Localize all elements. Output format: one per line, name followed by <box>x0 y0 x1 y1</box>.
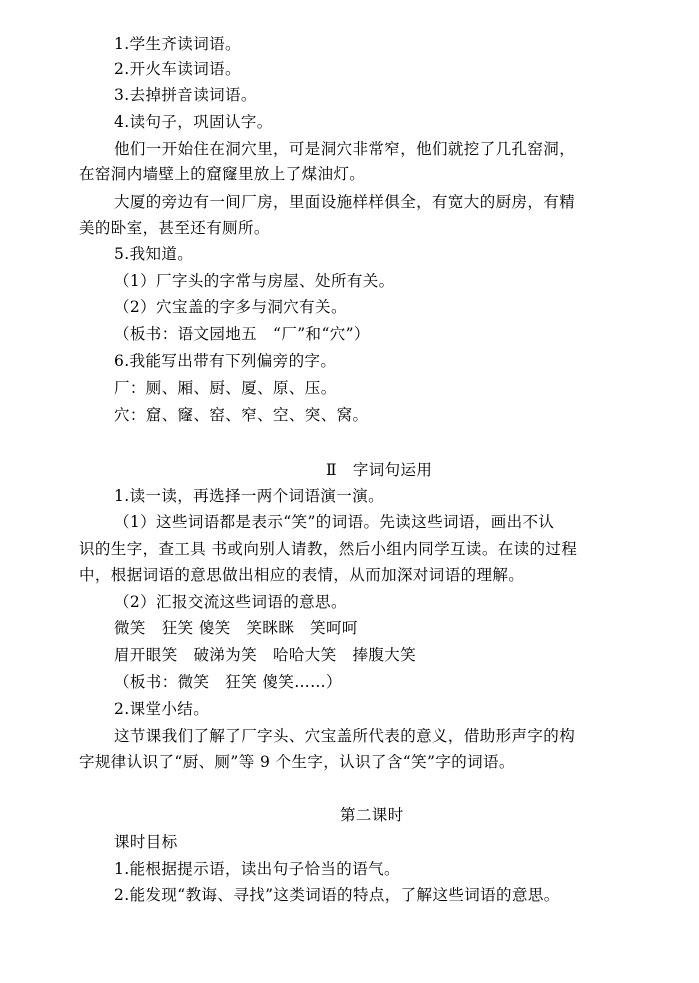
paragraph-line: 他们一开始住在洞穴里，可是洞穴非常窄，他们就挖了几孔窑洞， <box>114 140 576 158</box>
paragraph-line: 字规律认识了“厨、厕”等 9 个生字，认识了含“笑”字的词语。 <box>79 753 515 771</box>
word-list: 微笑 狂笑 傻笑 笑眯眯 笑呵呵 <box>114 619 358 637</box>
list-item-2: 2.开火车读词语。 <box>114 60 241 78</box>
list-item-2: 2.课堂小结。 <box>114 700 210 718</box>
board-note: （板书：语文园地五 “厂”和“穴”） <box>114 325 370 343</box>
sub-item: （1）厂字头的字常与房屋、处所有关。 <box>114 272 395 290</box>
paragraph-line: 在窑洞内墙壁上的窟窿里放上了煤油灯。 <box>79 165 366 183</box>
list-item-1: 1.读一读，再选择一两个词语演一演。 <box>114 487 384 505</box>
paragraph-line: 美的卧室，甚至还有厕所。 <box>79 219 270 237</box>
board-note: （板书：微笑 狂笑 傻笑……） <box>114 673 342 691</box>
list-item-5: 5.我知道。 <box>114 245 194 263</box>
paragraph-line: （1）这些词语都是表示“笑”的词语。先读这些词语，画出不认 <box>114 513 555 531</box>
sub-item: （2）穴宝盖的字多与洞穴有关。 <box>114 298 347 316</box>
list-item-4: 4.读句子，巩固认字。 <box>114 113 273 131</box>
paragraph-line: 中，根据词语的意思做出相应的表情，从而加深对词语的理解。 <box>79 566 525 584</box>
section-heading: 第二课时 <box>340 806 404 824</box>
radical-line: 穴：窟、窿、窑、窄、空、突、窝。 <box>114 406 369 424</box>
paragraph-line: 大厦的旁边有一间厂房，里面设施样样俱全，有宽大的厨房，有精 <box>114 193 576 211</box>
word-list: 眉开眼笑 破涕为笑 哈哈大笑 捧腹大笑 <box>114 646 417 664</box>
list-item-1: 1.能根据提示语，读出句子恰当的语气。 <box>114 860 400 878</box>
section-heading: Ⅱ 字词句运用 <box>326 461 433 479</box>
list-item-3: 3.去掉拼音读词语。 <box>114 86 257 104</box>
list-item-2: 2.能发现“教诲、寻找”这类词语的特点，了解这些词语的意思。 <box>114 886 560 904</box>
paragraph-line: 识的生字，查工具 书或向别人请教，然后小组内同学互读。在读的过程 <box>79 540 578 558</box>
subheading: 课时目标 <box>114 833 178 851</box>
radical-line: 厂：厕、厢、厨、厦、原、压。 <box>114 379 337 397</box>
sub-item: （2）汇报交流这些词语的意思。 <box>114 593 347 611</box>
paragraph-line: 这节课我们了解了厂字头、穴宝盖所代表的意义，借助形声字的构 <box>114 727 576 745</box>
list-item-1: 1.学生齐读词语。 <box>114 35 241 53</box>
list-item-6: 6.我能写出带有下列偏旁的字。 <box>114 352 337 370</box>
